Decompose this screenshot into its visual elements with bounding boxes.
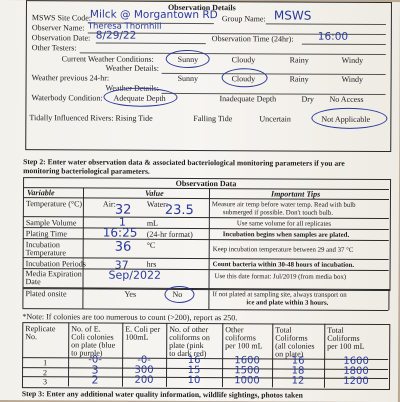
sample-volume-tip: Use same volume for all replicates bbox=[236, 220, 332, 228]
sample-volume-unit: mL bbox=[146, 218, 158, 228]
plating-time-unit: (24-hr format) bbox=[146, 229, 193, 240]
tidal-label: Tidally Influenced Rivers: Rising Tide bbox=[29, 113, 153, 123]
media-expiration-label-1: Media Expiration bbox=[25, 269, 82, 279]
rep3-other[interactable]: 10 bbox=[187, 374, 201, 387]
group-name-value[interactable]: MSWS bbox=[273, 8, 312, 23]
weather-prev-label: Weather previous 24-hr: bbox=[31, 73, 110, 83]
step2-heading-line2: monitoring bacteriological parameters. bbox=[23, 166, 150, 176]
waterbody-no-access[interactable]: No Access bbox=[329, 94, 364, 104]
table-col-line bbox=[208, 288, 209, 309]
plated-onsite-no[interactable]: No bbox=[172, 289, 183, 299]
tidal-falling[interactable]: Falling Tide bbox=[193, 114, 233, 124]
incubation-periods-label: Incubation Periods bbox=[25, 259, 86, 269]
prev-weather-rainy[interactable]: Rainy bbox=[289, 74, 309, 84]
observation-time-value[interactable]: 16:00 bbox=[317, 30, 349, 43]
rep-header-no-2: No. bbox=[25, 332, 38, 342]
prev-weather-sunny[interactable]: Sunny bbox=[177, 73, 199, 84]
rep-header-ecoli100-2: 100mL bbox=[125, 332, 149, 342]
rep3-ecoli[interactable]: 2 bbox=[91, 373, 99, 387]
incubation-temp-label-1: Incubation bbox=[25, 240, 60, 250]
rep2-total100[interactable]: 1800 bbox=[343, 365, 369, 377]
media-expiration-tip: Use this date format: Jul/2019 (from media box) bbox=[214, 273, 347, 281]
water-label: Water: bbox=[146, 199, 169, 209]
water-temp-value[interactable]: 23.5 bbox=[164, 202, 194, 219]
incubation-temp-label-2: Temperature bbox=[25, 248, 67, 258]
observation-data-title: Observation Data bbox=[175, 178, 237, 189]
rep2-other100[interactable]: 1500 bbox=[234, 365, 260, 377]
plating-time-label: Plating Time bbox=[25, 229, 67, 239]
rep-header-other100-1: Other bbox=[225, 325, 244, 335]
rep2-ecoli100[interactable]: 300 bbox=[134, 364, 154, 376]
sample-volume-label: Sample Volume bbox=[25, 218, 77, 228]
waterbody-label: Waterbody Condition: bbox=[31, 93, 103, 103]
sample-volume-value[interactable]: 1 bbox=[118, 215, 126, 229]
col-value-header: Value bbox=[144, 188, 164, 198]
current-weather-rainy[interactable]: Rainy bbox=[289, 55, 309, 65]
plating-time-value[interactable]: 16:25 bbox=[102, 225, 138, 240]
no-selection-circle bbox=[164, 286, 194, 303]
prev-weather-cloudy[interactable]: Cloudy bbox=[231, 74, 256, 84]
observation-time-label: Observation Time (24hr): bbox=[211, 34, 294, 44]
rep1-total[interactable]: 16 bbox=[291, 355, 305, 367]
plated-onsite-label: Plated onsite bbox=[25, 289, 67, 299]
rep1-other[interactable]: 16 bbox=[187, 354, 201, 367]
table-side-line bbox=[22, 287, 23, 308]
not-applicable-selection-circle bbox=[311, 108, 387, 129]
rep-header-other-3: plate (pink bbox=[169, 340, 204, 351]
adequate-selection-circle bbox=[103, 88, 177, 107]
site-code-value[interactable]: Milck @ Morgantown RD bbox=[89, 8, 218, 22]
current-weather-sunny[interactable]: Sunny bbox=[177, 54, 199, 65]
temperature-tip-1: Measure air temp before water temp. Read with bulb bbox=[211, 201, 356, 209]
table-side-line bbox=[388, 289, 389, 310]
group-name-label: Group Name: bbox=[221, 14, 266, 24]
current-weather-label: Current Weather Conditions: bbox=[61, 54, 154, 64]
rep-header-other100-2: coliforms bbox=[225, 333, 256, 343]
rep2-other[interactable]: 15 bbox=[187, 364, 201, 377]
rep2-total[interactable]: 18 bbox=[291, 365, 305, 377]
observer-name-label: Observer Name: bbox=[31, 23, 85, 33]
rep3-other100[interactable]: 1000 bbox=[234, 375, 260, 387]
rep-header-other-1: No. of other bbox=[169, 324, 209, 335]
colonies-note: *Note: If colonies are too numerous to count (>200), report as 250. bbox=[22, 312, 238, 323]
step3-heading: Step 3: Enter any additional water quality information, wildlife sightings, photos taken bbox=[21, 389, 303, 400]
rep-header-ecoli-3: on plate (blue bbox=[71, 340, 116, 350]
rep2-no: 2 bbox=[43, 368, 48, 378]
site-code-label: MSWS Site Code: bbox=[31, 13, 92, 23]
waterbody-dry[interactable]: Dry bbox=[301, 94, 314, 104]
table-col-line bbox=[82, 287, 83, 308]
rep-header-total-1: Total bbox=[275, 325, 292, 335]
col-tips-header: Important Tips bbox=[270, 189, 321, 199]
rep3-total[interactable]: 12 bbox=[291, 375, 305, 387]
incubation-temp-unit: °C bbox=[146, 240, 156, 250]
incubation-periods-unit: hrs bbox=[146, 259, 157, 269]
rep-header-total-2: Coliforms bbox=[275, 333, 308, 343]
media-expiration-value[interactable]: Sep/2022 bbox=[108, 268, 162, 282]
rep-header-total-3: (all colonies bbox=[275, 341, 315, 351]
weather-details-label: Weather Details: bbox=[105, 63, 160, 73]
current-weather-windy[interactable]: Windy bbox=[341, 55, 364, 65]
weather-details-label-2: Weather Details: bbox=[105, 83, 159, 93]
media-expiration-label-2: Date bbox=[25, 277, 41, 287]
rep2-ecoli[interactable]: 3 bbox=[91, 363, 99, 377]
temperature-label: Temperature (°C) bbox=[25, 199, 83, 209]
rep-header-ecoli-1: No. of E. bbox=[71, 324, 101, 334]
rep-header-other-4: to dark red) bbox=[169, 348, 207, 359]
rep-header-ecoli-2: Coli colonies bbox=[71, 332, 114, 342]
table-rule bbox=[22, 308, 388, 311]
rep-header-no-1: Replicate bbox=[25, 324, 56, 334]
observation-date-value[interactable]: 8/29/22 bbox=[95, 29, 137, 42]
temperature-tip-2: submerged if possible. Don't touch bulb. bbox=[222, 209, 333, 217]
rep3-no: 3 bbox=[42, 377, 48, 387]
rep1-ecoli100[interactable]: -0- bbox=[137, 354, 151, 366]
rep1-no: 1 bbox=[43, 358, 48, 368]
rep-header-total100-2: Coliforms bbox=[327, 333, 360, 343]
col-variable-header: Variable bbox=[26, 188, 55, 198]
observer-name-value[interactable]: Theresa Thornhill bbox=[87, 21, 162, 32]
rep1-ecoli[interactable]: -0- bbox=[88, 354, 102, 366]
waterbody-inadequate[interactable]: Inadequate Depth bbox=[219, 94, 277, 104]
incubation-temp-tip: Keep incubation temperature between 29 and 37 °C bbox=[212, 246, 354, 254]
rep-header-total-4: on plate) bbox=[275, 349, 304, 359]
rep-header-ecoli-4: to purple) bbox=[71, 348, 103, 358]
tidal-not-applicable[interactable]: Not Applicable bbox=[321, 114, 371, 124]
incubation-periods-value[interactable]: 37 bbox=[114, 258, 129, 272]
prev-weather-windy[interactable]: Windy bbox=[341, 74, 364, 84]
rep-header-other100-3: per 100 mL bbox=[225, 341, 263, 351]
rep1-other100[interactable]: 1600 bbox=[234, 355, 260, 367]
rep-header-ecoli100-1: E. Coli per bbox=[125, 324, 161, 334]
rep3-ecoli100[interactable]: 200 bbox=[134, 374, 154, 386]
plated-onsite-yes[interactable]: Yes bbox=[124, 289, 137, 299]
cloudy-selection-circle bbox=[222, 68, 268, 87]
current-weather-cloudy[interactable]: Cloudy bbox=[231, 55, 256, 65]
plated-onsite-tip-2: ice and plate within 3 hours. bbox=[246, 299, 329, 307]
rep3-total100[interactable]: 1200 bbox=[343, 375, 369, 387]
incubation-temp-value[interactable]: 36 bbox=[114, 239, 132, 255]
air-label: Air: bbox=[102, 199, 116, 209]
step2-heading-line1: Step 2: Enter water observation data & associated bacteriological monitoring parameters if you are bbox=[23, 157, 345, 168]
sunny-selection-circle bbox=[166, 50, 210, 68]
waterbody-adequate[interactable]: Adequate Depth bbox=[113, 93, 166, 103]
rep-header-total100-1: Total bbox=[327, 325, 344, 335]
rep-header-total100-3: per 100 mL bbox=[327, 341, 365, 351]
plated-onsite-tip-1: If not plated at sampling site, always transport on bbox=[212, 291, 347, 299]
observation-details-title: Observation Details bbox=[167, 2, 236, 13]
observation-date-label: Observation Date: bbox=[31, 33, 91, 43]
other-testers-label: Other Testers: bbox=[31, 43, 77, 53]
rep-header-other-2: coliforms on bbox=[169, 332, 210, 343]
tidal-uncertain[interactable]: Uncertain bbox=[259, 114, 291, 124]
plating-time-tip: Incubation begins when samples are plated. bbox=[222, 231, 350, 239]
incubation-periods-tip: Count bacteria within 30-48 hours of incubation. bbox=[212, 261, 355, 269]
air-temp-value[interactable]: 32 bbox=[114, 202, 132, 218]
rep1-total100[interactable]: 1600 bbox=[343, 355, 369, 367]
